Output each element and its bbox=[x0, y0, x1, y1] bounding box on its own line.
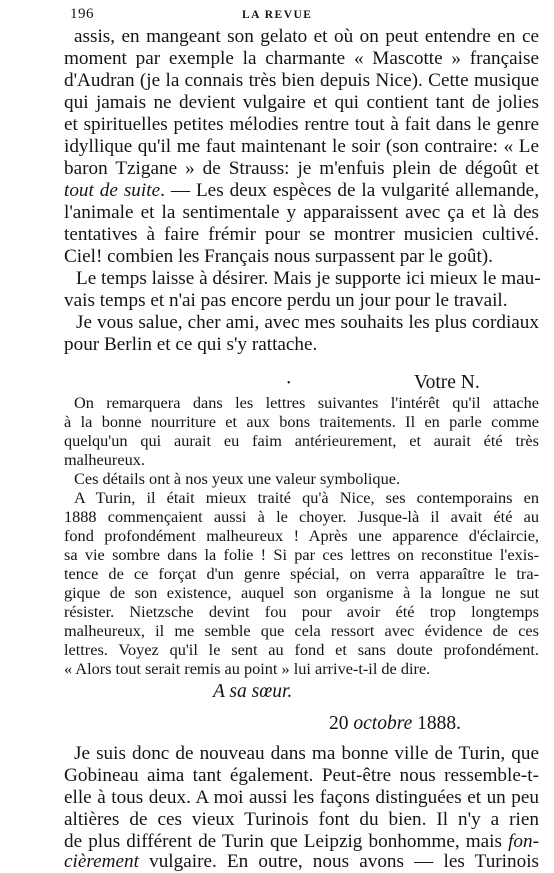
text-line: Je vous salue, cher ami, avec mes souhaits les plus cordiaux bbox=[76, 312, 539, 333]
text-line: l'animale et la sentimentale y apparaissent avec ça et là des bbox=[64, 202, 539, 223]
text-line: vais temps et n'ai pas encore perdu un jour pour le travail. bbox=[64, 290, 508, 311]
letter-date: 20 octobre 1888. bbox=[329, 713, 461, 734]
commentary-line: quelqu'un qui aurait eu faim antérieurement, et aurait été très bbox=[64, 431, 539, 450]
text-line: baron Tzigane » de Strauss: je m'enfuis plein de dégoût et bbox=[64, 158, 539, 179]
commentary-line: fond profondément malheureux ! Après une apparence d'éclaircie, bbox=[64, 526, 539, 545]
text-line: cièrement vulgaire. En outre, nous avons — les Turinois bbox=[64, 851, 539, 872]
text-line: Je suis donc de nouveau dans ma bonne ville de Turin, que bbox=[74, 743, 539, 764]
commentary-line: malheureux. bbox=[64, 450, 145, 469]
text-line: altières de ces vieux Turinois font du bien. Il n'y a rien bbox=[64, 809, 539, 830]
text-line: Ciel! combien les Français nous surpassent par le goût). bbox=[64, 246, 493, 267]
commentary-line: On remarquera dans les lettres suivantes l'intérêt qu'il attache bbox=[74, 393, 539, 412]
text-line: moment par exemple la charmante « Mascotte » française bbox=[64, 48, 539, 69]
text-line: assis, en mangeant son gelato et où on peut entendre en ce bbox=[74, 26, 539, 47]
commentary-line: « Alors tout serait remis au point » lui arrive-t-il de dire. bbox=[64, 659, 431, 678]
text-line: tout de suite. — Les deux espèces de la vulgarité allemande, bbox=[64, 180, 539, 201]
commentary-line: gique de son existence, auquel son organisme à la longue ne sut bbox=[64, 583, 539, 602]
commentary-line: à la bonne nourriture et aux bons traitements. Il en parle comme bbox=[64, 412, 539, 431]
signature: Votre N. bbox=[414, 372, 480, 393]
letter-salutation: A sa sœur. bbox=[213, 681, 293, 702]
commentary-line: 1888 commençaient aussi à le choyer. Jusque-là il avait été au bbox=[64, 507, 539, 526]
text-line: idyllique qu'il me faut maintenant le soir (son contraire: « Le bbox=[64, 136, 539, 157]
separator-mark: • bbox=[287, 378, 291, 389]
text-line: tentatives à faire frémir pour se montrer musicien cultivé. bbox=[64, 224, 539, 245]
commentary-line: A Turin, il était mieux traité qu'à Nice, ses contemporains en bbox=[74, 488, 539, 507]
text-line: Gobineau aima tant également. Peut-être nous ressemble-t- bbox=[64, 765, 539, 786]
commentary-line: tence de ce forçat d'un genre spécial, on verra apparaître le tra- bbox=[64, 564, 539, 583]
text-line: qui jamais ne devient vulgaire et qui contient tant de jolies bbox=[64, 92, 539, 113]
text-line: elle à tous deux. A moi aussi les façons distinguées et un peu bbox=[64, 787, 539, 808]
commentary-line: sa vie sombre dans la folie ! Si par ces lettres on reconstitue l'exis- bbox=[64, 545, 539, 564]
text-line: Le temps laisse à désirer. Mais je supporte ici mieux le mau- bbox=[76, 268, 541, 289]
commentary-line: lettres. Voyez qu'il le sent au fond et sans doute profondément. bbox=[64, 640, 539, 659]
text-line: et spirituelles petites mélodies rentre tout à fait dans le genre bbox=[64, 114, 539, 135]
commentary-line: malheureux, il me semble que cela ressort avec évidence de ces bbox=[64, 621, 539, 640]
text-line: d'Audran (je la connais très bien depuis Nice). Cette musique bbox=[64, 70, 539, 91]
page-number: 196 bbox=[70, 6, 94, 22]
text-line: pour Berlin et ce qui s'y rattache. bbox=[64, 334, 318, 355]
commentary-line: résister. Nietzsche devint fou pour avoir été trop longtemps bbox=[64, 602, 539, 621]
text-line: de plus différent de Turin que Leipzig bonhomme, mais fon- bbox=[64, 831, 539, 852]
running-header bbox=[0, 4, 554, 26]
commentary-line: Ces détails ont à nos yeux une valeur symbolique. bbox=[74, 469, 401, 488]
journal-title: LA REVUE bbox=[242, 9, 313, 21]
